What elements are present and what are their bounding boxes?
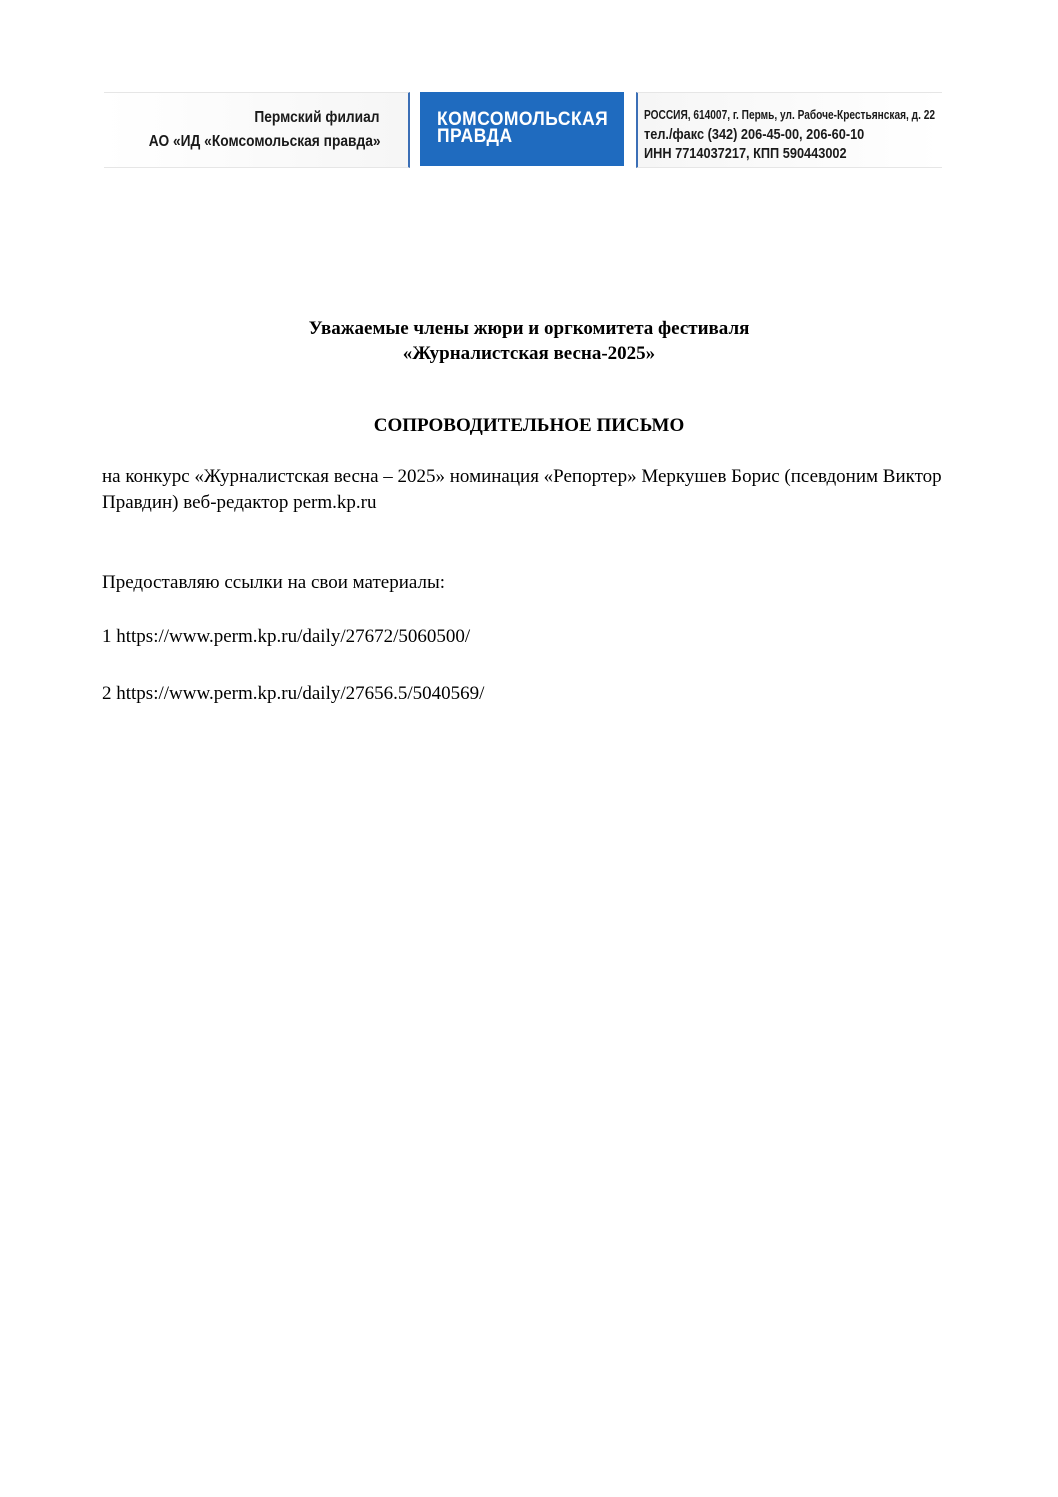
material-link-1[interactable]: 1 https://www.perm.kp.ru/daily/27672/5060500/ [102,626,471,647]
addressee-line-1: Уважаемые члены жюри и оргкомитета фестиваля [308,318,750,339]
addressee-line-2: «Журналистская весна-2025» [402,343,656,364]
address: РОССИЯ, 614007, г. Пермь, ул. Рабоче-Крестьянская, д. 22 [644,107,936,122]
intro-paragraph: на конкурс «Журналистская весна – 2025» номинация «Репортер» Меркушев Борис (псевдоним Виктор Правдин) веб-редактор perm.kp.ru [102,466,942,513]
inn-kpp: ИНН 7714037217, КПП 590443002 [644,145,847,162]
logo-line-1: КОМСОМОЛЬСКАЯ [437,109,609,130]
letterhead [104,90,940,168]
material-link-2[interactable]: 2 https://www.perm.kp.ru/daily/27656.5/5040569/ [102,683,485,704]
logo-text [437,111,608,145]
company-name: АО «ИД «Комсомольская правда» [148,133,380,150]
contact-block [636,92,942,168]
links-intro: Предоставляю ссылки на свои материалы: [102,572,446,593]
branch-block [104,92,410,168]
kp-logo [420,92,624,166]
phone: тел./факс (342) 206-45-00, 206-60-10 [644,126,865,143]
logo-line-2: ПРАВДА [437,126,513,147]
branch-name: Пермский филиал [254,109,380,126]
letter-title: СОПРОВОДИТЕЛЬНОЕ ПИСЬМО [373,415,685,436]
